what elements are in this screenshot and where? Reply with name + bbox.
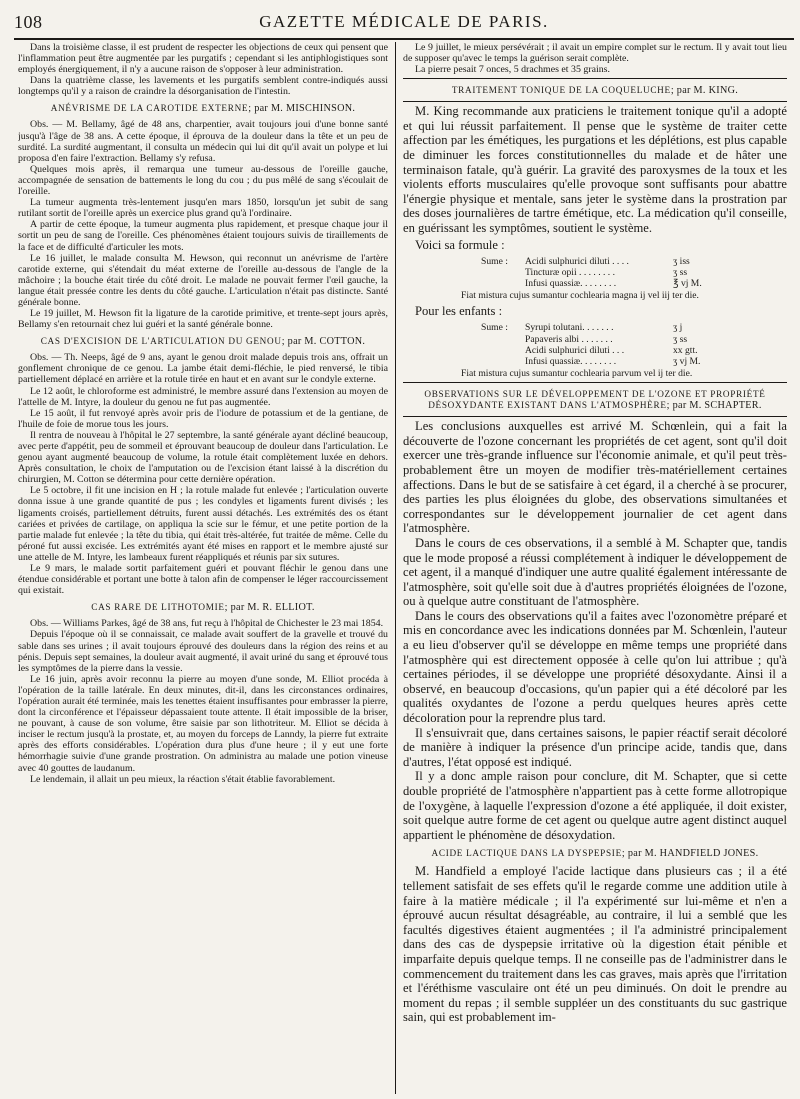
prescription-directions: Fiat mistura cujus sumantur cochlearia magna ij vel iij ter die.	[461, 289, 699, 301]
article-paragraph: Obs. — Williams Parkes, âgé de 38 ans, fut reçu à l'hôpital de Chichester le 23 mai 1854.	[30, 618, 384, 630]
intro-paragraph: Dans la troisième classe, il est prudent de respecter les objections de ceux qui pensent que l'inflammation peut être augmentée par les purgatifs ; cependant si les antiphlogistiques sont employés énergiquement, il n'y a aucune raison de s'opposer à leur administration.	[18, 42, 388, 76]
prescription-line: Tincturæ opii . . . . . . . . ʒ ss	[525, 267, 688, 279]
prescription-adult	[403, 256, 787, 302]
prescription-children	[403, 322, 787, 379]
page-header	[14, 8, 794, 40]
page-number: 108	[14, 12, 43, 32]
article-paragraph: Le lendemain, il allait un peu mieux, la réaction s'était établie favorablement.	[30, 773, 336, 785]
continued-paragraph: La pierre pesait 7 onces, 5 drachmes et 35 grains.	[415, 64, 610, 76]
children-intro: Pour les enfants :	[415, 304, 503, 319]
article-paragraph: Le 5 octobre, il fit une incision en H ; la rotule malade fut enlevée ; l'articulation ouverte donna issue à une grande quantité de pus ; les condyles et ligaments furent divisés ; les ligaments croisés, partiellement détruits, furent aussi détachés. Les extrémités des os étant cariées et privées de cartilage, on appliqua la scie sur le fémur, et une petite portion de la partie malade fut enlevée ; la tête du tibia, qui était très-altérée, fut traitée de même. Celle du péroné fut aussi excisée. Les extrémités ayant été mises en rapport et le membre ajusté sur une attelle de M. Intyre, les lambeaux furent réappliqués et réunis par six sutures.	[18, 485, 388, 563]
prescription-line: Papaveris albi . . . . . . . ʒ ss	[525, 333, 688, 345]
article-paragraph: A partir de cette époque, la tumeur augmenta plus rapidement, et presque chaque jour il sortit un peu de sang de l'oreille. Ces phénomènes étaient toujours suivis de tiraillements de la face et de difficulté d'articuler les mots.	[18, 219, 388, 253]
article-title: CAS RARE DE LITHOTOMIE; par M. R. ELLIOT.	[91, 602, 315, 614]
article-paragraph: M. Handfield a employé l'acide lactique dans plusieurs cas ; il a été tellement satisfait de ses effets qu'il le regarde comme une addition utile à faire à la matière médicale ; il l'a expérimenté sur lui-même et n'en a éprouvé aucun résultat désagréable, au contraire, il lui a semblé que les facultés digestives étaient augmentées ; il l'a administré principalement dans des cas de dyspepsie irritative où la digestion était pénible et imparfaite depuis quelque temps. Il ne conseille pas de l'administrer dans le commencement du traitement dans les cas graves, mais après que l'irritation et l'éréthisme vasculaire ont été un peu diminués. On doit le prendre au moment du repas ; il semble suppléer un des constituants du suc gastrique sain, qui est probablement im-	[403, 864, 787, 1025]
article-paragraph: Dans le cours des observations qu'il a faites avec l'ozonomètre préparé et mis en concordance avec les indications données par M. Schœnlein, l'auteur a eu lieu d'observer qu'il se développe en même temps une propriété dans l'atmosphère qui est directement opposée à celle qu'on lui attribue ; qu'à certaines périodes, il se développe une propriété désoxydante. Ainsi il a observé, en beaucoup d'occasions, qu'un papier qui a été décoloré par les qualités oxydantes de l'ozone a perdu quelques heures après cette décoloration pour la reprendre plus tard.	[403, 608, 787, 726]
article-title: TRAITEMENT TONIQUE DE LA COQUELUCHE; par M. KING.	[451, 85, 739, 97]
article-paragraph: Il y a donc ample raison pour conclure, dit M. Schapter, que si cette double propriété de l'atmosphère n'appartient pas à cette forme allotropique de l'oxygène, à laquelle l'expression d'ozone a été appliquée, il doit exister, soit quelque autre forme de cet agent ou quelque autre agent distinct auquel appartient le phénomène de désoxydation.	[403, 769, 787, 842]
prescription-line: Infusi quassiæ. . . . . . . . ℥ vj M.	[525, 278, 702, 290]
article-paragraph: M. King recommande aux praticiens le traitement tonique qu'il a adopté et qui lui réussit parfaitement. Il pense que le système de traiter cette affection par les émétiques, les purgations et les déplétions, est plus capable de diminuer les forces constitutionnelles du malade et de hâter une terminaison fatale, qu'à guérir. La gravité des paroxysmes de la toux et les violents efforts musculaires qu'elle provoque sont suffisants pour abattre l'énergie physique et mentale, sans jeter le système dans la prostration par des doses journalières de tartre émétique, etc. La médication qu'il conseille, en guérissant les symptômes, soutient le système.	[403, 104, 787, 236]
prescription-line: Infusi quassiæ. . . . . . . . ʒ vj M.	[525, 356, 701, 368]
article-paragraph: Le 19 juillet, M. Hewson fit la ligature de la carotide primitive, et trente-sept jours après, Bellamy s'en retournait chez lui guéri et la santé générale bonne.	[18, 308, 388, 331]
article-paragraph: Les conclusions auxquelles est arrivé M. Schœnlein, qui a fait la découverte de l'ozone concernant les propriétés de cet agent, sont qu'il doit exercer une très-grande influence sur l'économie animale, et qu'il peut très-probablement être un moyen de modifier très-matériellement certaines affections. Dans le but de se satisfaire à cet égard, il a cherché à se procurer, des parties les plus éloignées du globe, des observations simultanées et correspondantes sur le développement journalier de cet agent dans l'atmosphère.	[403, 419, 787, 536]
article-paragraph: Quelques mois après, il remarqua une tumeur au-dessous de l'oreille gauche, accompagnée de sensation de battements le long du cou ; du pus mêlé de sang s'écoulait de l'oreille.	[18, 163, 388, 198]
article-paragraph: Le 16 juin, après avoir reconnu la pierre au moyen d'une sonde, M. Elliot procéda à l'opération de la taille latérale. En deux minutes, dit-il, dans les circonstances ordinaires, l'opération aurait été terminée, mais les tenettes étaient insuffisantes pour embrasser la pierre, dont la circonférence et l'épaisseur dépassaient toute attente. Il était impossible de la briser, ne pouvant, à cause de son volume, être saisie par son lithotriteur. M. Elliot se décida à inciser le rectum jusqu'à la prostate, et, au moyen du forceps de Lanndy, la pierre fut extraite après des efforts considérables. L'opération dura plus d'une heure ; il y eut une forte hémorrhagie suivie d'une grande prostration. On administra au malade une potion vineuse avec 40 gouttes de laudanum.	[18, 673, 388, 774]
section-rule	[403, 416, 787, 417]
article-paragraph: Dans le cours de ces observations, il a semblé à M. Schapter que, tandis que le mode proposé a réussi complétement à indiquer le développement de cet agent, il a manqué d'indiquer une autre qualité également intéressante de l'atmosphère, soit qu'elle soit due à d'autres propriétés éloignées de l'ozone, ou à quelque autre constituant de l'atmosphère.	[403, 535, 787, 609]
column-divider	[395, 42, 396, 1094]
article-paragraph: Obs. — Th. Neeps, âgé de 9 ans, ayant le genou droit malade depuis trois ans, offrait un gonflement chronique de ce genou. La jambe était demi-fléchie, le pied renversé, le tibia partiellement déplacé en arrière et la rotule tirée en haut et en avant sur le condyle externe.	[18, 352, 388, 386]
article-title: OBSERVATIONS SUR LE DÉVELOPPEMENT DE L'OZONE ET PROPRIÉTÉ DÉSOXYDANTE EXISTANT DANS L'ATMOSPHÈRE; par M. SCHAPTER.	[424, 389, 766, 412]
article-paragraph: Le 9 mars, le malade sortit parfaitement guéri et pouvant fléchir le genou dans une étendue considérable et portant une botte à talon afin de compenser le léger raccourcissement qui existait.	[18, 563, 388, 597]
prescription-directions: Fiat mistura cujus sumantur cochlearia parvum vel ij ter die.	[461, 367, 693, 379]
right-column	[403, 42, 787, 1097]
article-paragraph: Il s'ensuivrait que, dans certaines saisons, le papier réactif serait décoloré de manière à indiquer la présence d'un principe acide, tandis que, dans d'autres, l'état opposé est indiqué.	[403, 725, 787, 769]
article-title: ACIDE LACTIQUE DANS LA DYSPEPSIE; par M. HANDFIELD JONES.	[431, 848, 759, 860]
article-paragraph: Obs. — M. Bellamy, âgé de 48 ans, charpentier, avait toujours joui d'une bonne santé jusqu'à l'âge de 38 ans. A cette époque, il éprouva de la douleur dans la tête et un peu de surdité. La surdité augmentant, il consulta un médecin qui lui dit qu'il avait un polype et lui proposa d'en faire l'extraction. Bellamy s'y refusa.	[18, 119, 388, 164]
article-paragraph: Il rentra de nouveau à l'hôpital le 27 septembre, la santé générale ayant décliné beaucoup, avec perte d'appétit, peu de sommeil et éprouvant beaucoup de douleur dans l'articulation. Le genou ayant augmenté beaucoup de volume, la rotule était complètement luxée en dehors. Après consultation, le choix de l'amputation ou de l'excision étant laissé à la discrétion du chirurgien, M. Cotton se détermina pour cette dernière opération.	[18, 429, 388, 486]
intro-paragraph: Dans la quatrième classe, les lavements et les purgatifs semblent contre-indiqués aussi longtemps qu'il y a raison de craindre la désorganisation de l'intestin.	[18, 75, 388, 98]
continued-paragraph: Le 9 juillet, le mieux persévérait ; il avait un empire complet sur le rectum. Il y avait tout lieu de supposer qu'avec le temps la guérison serait complète.	[403, 42, 787, 65]
section-rule	[403, 382, 787, 383]
article-paragraph: Depuis l'époque où il se connaissait, ce malade avait souffert de la gravelle et trouvé du sable dans ses urines ; il avait toujours éprouvé des douleurs dans la région des reins et au pénis. Depuis sept semaines, la douleur avait augmenté, il avait uriné du sang et éprouvé tous les symptômes de la pierre dans la vessie.	[18, 629, 388, 674]
section-rule	[403, 101, 787, 102]
formula-intro: Voici sa formule :	[415, 237, 505, 252]
prescription-line: Acidi sulphurici diluti . . . xx gtt.	[525, 344, 698, 356]
article-title: CAS D'EXCISION DE L'ARTICULATION DU GENOU; par M. COTTON.	[40, 336, 366, 348]
article-paragraph: Le 12 août, le chloroforme est administré, le membre assuré dans l'extension au moyen de l'attelle de M. Intyre, la douleur du genou ne fut pas augmentée.	[18, 385, 388, 408]
prescription-line: Sume : Syrupi tolutani. . . . . . . ʒ j	[481, 322, 683, 334]
article-paragraph: Le 16 juillet, le malade consulta M. Hewson, qui reconnut un anévrisme de l'artère carotide externe, qui s'étendait du méat externe de l'oreille au-dessous de l'angle de la mâchoire ; la bouche était tirée du côté droit. Le malade ne pouvait fermer l'œil gauche, la langue était pressée contre les dents du côté gauche. L'articulation n'était pas distincte. Santé générale bonne.	[18, 252, 388, 308]
article-paragraph: La tumeur augmenta très-lentement jusqu'en mars 1850, lorsqu'un jet subit de sang rutilant sortit de l'oreille après un exercice plus grand qu'à l'ordinaire.	[18, 197, 388, 220]
article-paragraph: Le 15 août, il fut renvoyé après avoir pris de l'iodure de potassium et de la gentiane, de l'huile de foie de morue tous les jours.	[18, 407, 388, 430]
journal-title: GAZETTE MÉDICALE DE PARIS.	[259, 12, 549, 31]
section-rule	[403, 78, 787, 79]
prescription-line: Sume : Acidi sulphurici diluti . . . . ʒ iss	[481, 255, 690, 267]
article-title: ANÉVRISME DE LA CAROTIDE EXTERNE; par M. MISCHINSON.	[50, 103, 356, 115]
left-column	[18, 42, 388, 1097]
